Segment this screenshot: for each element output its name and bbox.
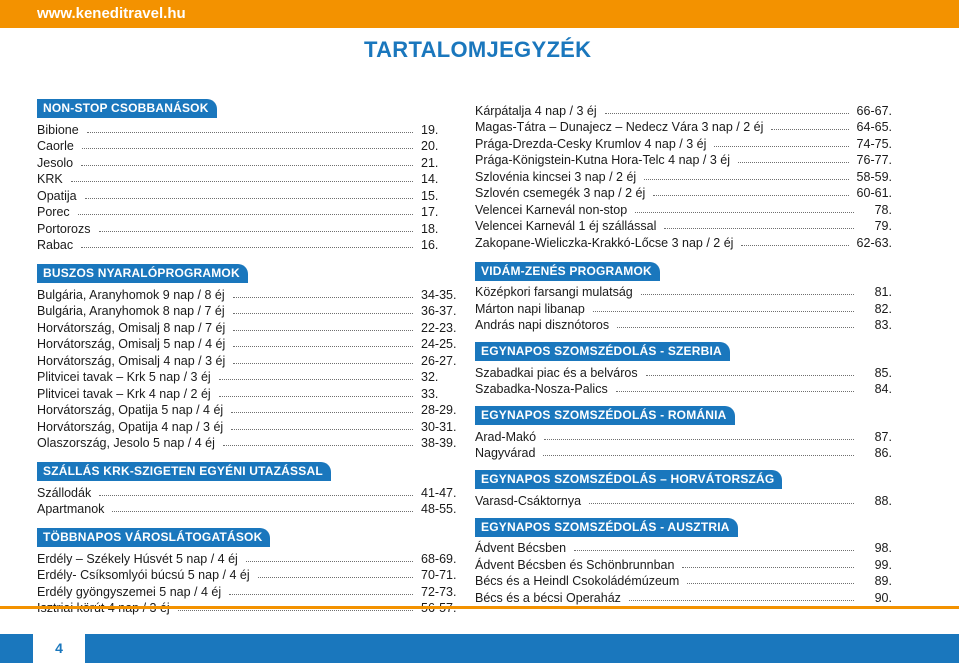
page-title: TARTALOMJEGYZÉK: [364, 37, 592, 62]
toc-entry[interactable]: [37, 401, 457, 418]
entry-label: Márton napi libanap: [475, 301, 585, 316]
dot-leader: [112, 511, 413, 512]
section-horvatorszag: [475, 470, 892, 508]
dot-leader: [664, 228, 854, 229]
entry-page: 99.: [874, 557, 892, 572]
section-szerbia: [475, 342, 892, 396]
toc-entry[interactable]: [475, 200, 892, 217]
entry-label: Ádvent Bécsben és Schönbrunnban: [475, 557, 675, 572]
section-vidam-zenes: [475, 262, 892, 333]
toc-entry[interactable]: [37, 582, 457, 599]
entry-page: 36-37.: [421, 304, 457, 318]
page-number: 4: [55, 640, 63, 656]
section-szallas: [37, 462, 457, 516]
dot-leader: [593, 311, 854, 312]
section-heading: SZÁLLÁS KRK-SZIGETEN EGYÉNI UTAZÁSSAL: [37, 462, 331, 481]
toc-entry[interactable]: [475, 555, 892, 572]
entry-page: 62-63.: [856, 235, 892, 250]
section-heading: NON-STOP CSOBBANÁSOK: [37, 99, 217, 118]
footer-bar: [0, 634, 959, 663]
entry-label: Plitvicei tavak – Krk 5 nap / 3 éj: [37, 370, 211, 384]
toc-entry[interactable]: [37, 285, 457, 302]
entry-page: 82.: [874, 301, 892, 316]
toc-entry[interactable]: [37, 500, 457, 517]
dot-leader: [653, 195, 848, 196]
entry-label: Velencei Karnevál non-stop: [475, 202, 628, 217]
dot-leader: [629, 600, 854, 601]
toc-entry[interactable]: [37, 236, 457, 253]
entry-label: Porec: [37, 205, 70, 219]
section-non-stop: [37, 99, 457, 252]
section-heading: EGYNAPOS SZOMSZÉDOLÁS - ROMÁNIA: [475, 406, 735, 425]
site-url[interactable]: www.keneditravel.hu: [37, 5, 186, 22]
section-ausztria: [475, 518, 892, 605]
entry-page: 26-27.: [421, 353, 457, 368]
dot-leader: [99, 231, 414, 232]
entry-label: Bécs és a bécsi Operaház: [475, 590, 621, 605]
toc-entry[interactable]: [475, 151, 892, 168]
dot-leader: [641, 294, 854, 295]
entry-label: Horvátország, Opatija 4 nap / 3 éj: [37, 419, 224, 434]
toc-entry[interactable]: [37, 302, 457, 319]
dot-leader: [229, 594, 413, 595]
dot-leader: [714, 146, 848, 147]
entry-page: 30-31.: [421, 419, 457, 434]
toc-entry[interactable]: [475, 167, 892, 184]
entry-page: 72-73.: [421, 584, 457, 599]
entry-page: 98.: [874, 541, 892, 555]
dot-leader: [233, 346, 413, 347]
entry-page: 24-25.: [421, 337, 457, 351]
toc-entry[interactable]: [475, 299, 892, 316]
entry-label: Bécs és a Heindl Csokoládémúzeum: [475, 574, 680, 588]
entry-label: Szabadkai piac és a belváros: [475, 365, 638, 380]
entry-page: 28-29.: [421, 403, 457, 417]
entry-page: 19.: [421, 122, 439, 137]
toc-entry[interactable]: [37, 137, 457, 154]
toc-entry[interactable]: [37, 318, 457, 335]
dot-leader: [644, 179, 848, 180]
dot-leader: [687, 583, 854, 584]
dot-leader: [635, 212, 854, 213]
dot-leader: [543, 455, 854, 456]
dot-leader: [574, 550, 854, 551]
entry-label: Középkori farsangi mulatság: [475, 285, 633, 299]
toc-entry[interactable]: [37, 351, 457, 368]
entry-page: 81.: [874, 285, 892, 299]
entry-page: 14.: [421, 172, 439, 186]
toc-entry[interactable]: [475, 283, 892, 300]
toc-entry[interactable]: [475, 588, 892, 605]
left-column: [37, 99, 457, 625]
section-buszos: [37, 264, 457, 450]
dot-leader: [99, 495, 413, 496]
section-multiday: [475, 101, 892, 250]
dot-leader: [605, 113, 849, 114]
entry-page: 60-61.: [856, 186, 892, 200]
toc-entry[interactable]: [475, 101, 892, 118]
dot-leader: [231, 412, 413, 413]
toc-entry[interactable]: [37, 203, 457, 220]
dot-leader: [85, 198, 413, 199]
toc-entry[interactable]: [475, 363, 892, 380]
dot-leader: [81, 247, 413, 248]
entry-label: Horvátország, Omisalj 5 nap / 4 éj: [37, 337, 226, 351]
entry-label: Prága-Königstein-Kutna Hora-Telc 4 nap / 3 éj: [475, 153, 731, 167]
entry-page: 18.: [421, 221, 439, 236]
toc-entry[interactable]: [475, 217, 892, 234]
entry-label: Erdély gyöngyszemei 5 nap / 4 éj: [37, 584, 222, 599]
section-romania: [475, 406, 892, 460]
toc-entry[interactable]: [475, 491, 892, 508]
dot-leader: [82, 148, 413, 149]
entry-page: 84.: [874, 382, 892, 396]
dot-leader: [233, 363, 413, 364]
entry-page: 64-65.: [856, 120, 892, 134]
entry-label: Erdély- Csíksomlyói búcsú 5 nap / 4 éj: [37, 568, 250, 582]
dot-leader: [233, 297, 413, 298]
entry-label: Plitvicei tavak – Krk 4 nap / 2 éj: [37, 386, 211, 401]
entry-page: 74-75.: [856, 136, 892, 151]
dot-leader: [617, 327, 854, 328]
entry-page: 70-71.: [421, 568, 457, 582]
entry-label: Szlovénia kincsei 3 nap / 2 éj: [475, 169, 637, 184]
dot-leader: [233, 313, 413, 314]
dot-leader: [682, 567, 854, 568]
section-heading: EGYNAPOS SZOMSZÉDOLÁS – HORVÁTORSZÁG: [475, 470, 782, 489]
dot-leader: [258, 577, 413, 578]
entry-page: 86.: [874, 446, 892, 460]
entry-label: KRK: [37, 172, 63, 186]
entry-label: Zakopane-Wieliczka-Krakkó-Lőcse 3 nap / 2 éj: [475, 235, 734, 250]
toc-entry[interactable]: [475, 233, 892, 250]
entry-page: 15.: [421, 188, 439, 203]
toc-entry[interactable]: [475, 184, 892, 201]
dot-leader: [616, 391, 854, 392]
section-heading: VIDÁM-ZENÉS PROGRAMOK: [475, 262, 660, 281]
entry-label: Bulgária, Aranyhomok 9 nap / 8 éj: [37, 287, 225, 302]
toc-entry[interactable]: [37, 219, 457, 236]
entry-page: 78.: [874, 202, 892, 217]
toc-entry[interactable]: [37, 186, 457, 203]
entry-label: Szállodák: [37, 485, 92, 500]
toc-entry[interactable]: [37, 153, 457, 170]
toc-entry[interactable]: [475, 118, 892, 135]
entry-label: Opatija: [37, 188, 77, 203]
section-heading: TÖBBNAPOS VÁROSLÁTOGATÁSOK: [37, 528, 270, 547]
entry-label: Horvátország, Omisalj 4 nap / 3 éj: [37, 353, 226, 368]
entry-page: 16.: [421, 238, 439, 252]
section-heading: EGYNAPOS SZOMSZÉDOLÁS - SZERBIA: [475, 342, 730, 361]
entry-label: Jesolo: [37, 155, 74, 170]
dot-leader: [544, 439, 854, 440]
toc-entry[interactable]: [37, 170, 457, 187]
dot-leader: [646, 375, 854, 376]
entry-page: 90.: [874, 590, 892, 605]
dot-leader: [771, 129, 848, 130]
entry-page: 76-77.: [856, 153, 892, 167]
dot-leader: [741, 245, 848, 246]
toc-entry[interactable]: [37, 483, 457, 500]
dot-leader: [233, 330, 413, 331]
entry-page: 88.: [874, 493, 892, 508]
entry-label: Velencei Karnevál 1 éj szállással: [475, 219, 657, 233]
toc-entry[interactable]: [37, 417, 457, 434]
dot-leader: [246, 561, 413, 562]
entry-page: 68-69.: [421, 551, 457, 566]
entry-label: Bulgária, Aranyhomok 8 nap / 7 éj: [37, 304, 225, 318]
entry-label: Horvátország, Opatija 5 nap / 4 éj: [37, 403, 224, 417]
toc-entry[interactable]: [37, 120, 457, 137]
toc-entry[interactable]: [37, 384, 457, 401]
footer-accent-line: [0, 606, 959, 609]
toc-entry[interactable]: [37, 335, 457, 352]
toc-entry[interactable]: [475, 134, 892, 151]
entry-page: 17.: [421, 205, 439, 219]
dot-leader: [219, 379, 413, 380]
entry-page: 32.: [421, 370, 439, 384]
entry-label: Nagyvárad: [475, 446, 536, 460]
entry-page: 89.: [874, 574, 892, 588]
entry-label: Apartmanok: [37, 502, 105, 516]
dot-leader: [231, 429, 413, 430]
right-column: [475, 101, 892, 615]
dot-leader: [71, 181, 413, 182]
entry-page: 38-39.: [421, 436, 457, 450]
toc-entry[interactable]: [37, 368, 457, 385]
toc-entry[interactable]: [37, 549, 457, 566]
entry-label: Arad-Makó: [475, 429, 537, 444]
dot-leader: [223, 445, 413, 446]
entry-label: Bibione: [37, 122, 79, 137]
entry-label: Varasd-Csáktornya: [475, 493, 582, 508]
entry-label: András napi disznótoros: [475, 318, 610, 332]
entry-label: Szlovén csemegék 3 nap / 2 éj: [475, 186, 646, 200]
toc-entry[interactable]: [475, 380, 892, 397]
entry-page: 83.: [874, 318, 892, 332]
entry-label: Portorozs: [37, 221, 91, 236]
dot-leader: [738, 162, 849, 163]
toc-entry[interactable]: [475, 444, 892, 461]
toc-entry[interactable]: [475, 539, 892, 556]
entry-label: Rabac: [37, 238, 74, 252]
dot-leader: [219, 396, 413, 397]
entry-label: Horvátország, Omisalj 8 nap / 7 éj: [37, 320, 226, 335]
toc-entry[interactable]: [37, 566, 457, 583]
entry-page: 41-47.: [421, 485, 457, 500]
entry-label: Olaszország, Jesolo 5 nap / 4 éj: [37, 436, 215, 450]
dot-leader: [589, 503, 854, 504]
toc-entry[interactable]: [475, 427, 892, 444]
dot-leader: [87, 132, 413, 133]
entry-page: 21.: [421, 155, 439, 170]
section-heading: BUSZOS NYARALÓPROGRAMOK: [37, 264, 248, 283]
entry-label: Ádvent Bécsben: [475, 541, 567, 555]
header-bar: [0, 0, 959, 28]
entry-label: Caorle: [37, 139, 74, 153]
entry-page: 66-67.: [856, 103, 892, 118]
entry-page: 87.: [874, 429, 892, 444]
entry-label: Szabadka-Nosza-Palics: [475, 382, 608, 396]
toc-entry[interactable]: [475, 572, 892, 589]
section-tobbnapos: [37, 528, 457, 615]
entry-page: 20.: [421, 139, 439, 153]
entry-label: Magas-Tátra – Dunajecz – Nedecz Vára 3 nap / 2 éj: [475, 120, 764, 134]
entry-page: 22-23.: [421, 320, 457, 335]
entry-page: 85.: [874, 365, 892, 380]
dot-leader: [81, 165, 413, 166]
section-heading: EGYNAPOS SZOMSZÉDOLÁS - AUSZTRIA: [475, 518, 738, 537]
entry-page: 34-35.: [421, 287, 457, 302]
entry-page: 33.: [421, 386, 439, 401]
dot-leader: [78, 214, 413, 215]
entry-label: Kárpátalja 4 nap / 3 éj: [475, 103, 597, 118]
entry-page: 48-55.: [421, 502, 457, 516]
toc-entry[interactable]: [37, 434, 457, 451]
toc-entry[interactable]: [475, 316, 892, 333]
entry-page: 79.: [874, 219, 892, 233]
entry-label: Erdély – Székely Húsvét 5 nap / 4 éj: [37, 551, 238, 566]
footer-strip: [0, 610, 959, 663]
entry-page: 58-59.: [856, 169, 892, 184]
entry-label: Prága-Drezda-Cesky Krumlov 4 nap / 3 éj: [475, 136, 707, 151]
